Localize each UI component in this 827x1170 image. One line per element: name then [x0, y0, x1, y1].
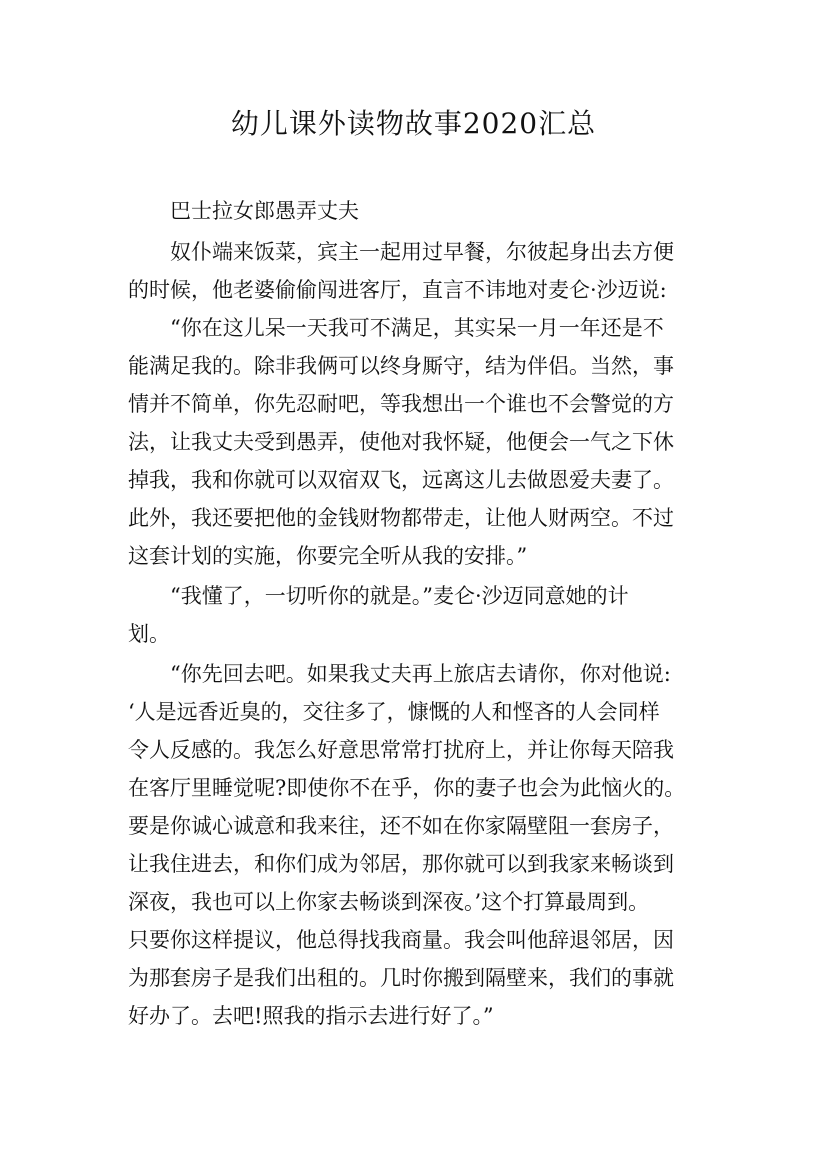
text-line: 奴仆端来饭菜，宾主一起用过早餐，尔彼起身出去方便	[170, 240, 674, 264]
text-line: 划。	[128, 622, 170, 646]
text-line: 让我住进去，和你们成为邻居，那你就可以到我家来畅谈到	[128, 852, 674, 876]
text-line: 此外，我还要把他的金钱财物都带走，让他人财两空。不过	[128, 506, 674, 530]
text-line: 能满足我的。除非我俩可以终身厮守，结为伴侣。当然，事	[128, 354, 674, 378]
text-line: “我懂了，一切听你的就是。”麦仑·沙迈同意她的计	[170, 584, 629, 608]
text-line: “你在这儿呆一天我可不满足，其实呆一月一年还是不	[170, 316, 664, 340]
text-line: 情并不简单，你先忍耐吧，等我想出一个谁也不会警觉的方	[128, 392, 674, 416]
text-line: 深夜，我也可以上你家去畅谈到深夜。’这个打算最周到。	[128, 890, 650, 914]
text-line: “你先回去吧。如果我丈夫再上旅店去请你，你对他说:	[170, 662, 671, 686]
text-line: 好办了。去吧!照我的指示去进行好了。”	[128, 1004, 494, 1028]
story-title: 巴士拉女郎愚弄丈夫	[170, 199, 359, 223]
text-line: 的时候，他老婆偷偷闯进客厅，直言不讳地对麦仑·沙迈说:	[128, 278, 667, 302]
text-line: 在客厅里睡觉呢?即使你不在乎，你的妻子也会为此恼火的。	[128, 776, 686, 800]
text-line: 法，让我丈夫受到愚弄，使他对我怀疑，他便会一气之下休	[128, 430, 674, 454]
text-line: 令人反感的。我怎么好意思常常打扰府上，并让你每天陪我	[128, 738, 674, 762]
text-line: 为那套房子是我们出租的。几时你搬到隔壁来，我们的事就	[128, 966, 674, 990]
text-line: ‘人是远香近臭的，交往多了，慷慨的人和悭吝的人会同样	[128, 700, 660, 724]
text-line: 要是你诚心诚意和我来往，还不如在你家隔壁阻一套房子，	[128, 814, 674, 838]
text-line: 掉我，我和你就可以双宿双飞，远离这儿去做恩爱夫妻了。	[128, 468, 674, 492]
text-line: 只要你这样提议，他总得找我商量。我会叫他辞退邻居，因	[128, 928, 674, 952]
text-line: 这套计划的实施，你要完全听从我的安排。”	[128, 544, 528, 568]
document-title: 幼儿课外读物故事2020汇总	[230, 107, 597, 140]
